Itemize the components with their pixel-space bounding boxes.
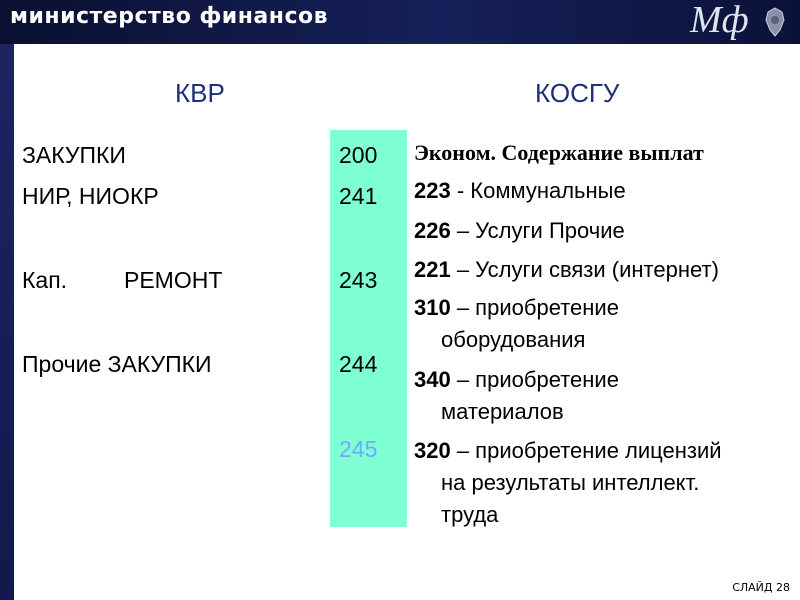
kosgu-code: 310 [414, 295, 451, 320]
slide-number: СЛАЙД 28 [732, 581, 790, 594]
ministry-logo [690, 0, 800, 44]
code-244: 244 [339, 351, 378, 377]
kosgu-item-223 [414, 175, 626, 207]
kosgu-desc-cont: оборудования [441, 327, 586, 352]
kosgu-code: 221 [414, 257, 451, 282]
kosgu-code: 226 [414, 218, 451, 243]
kosgu-desc: – приобретение [450, 295, 619, 320]
left-item-nir: НИР, НИОКР [22, 183, 159, 209]
kosgu-item-320 [414, 435, 722, 531]
logo-text: Мф [690, 0, 749, 41]
kosgu-desc: - Коммунальные [450, 178, 626, 203]
coat-of-arms-icon [762, 6, 788, 38]
code-243: 243 [339, 267, 378, 293]
code-200: 200 [339, 142, 378, 168]
kosgu-item-340 [414, 364, 619, 428]
left-item-zakupki: ЗАКУПКИ [22, 142, 126, 168]
kosgu-item-310 [414, 292, 619, 356]
kosgu-item-226 [414, 215, 625, 247]
kosgu-desc: – Услуги связи (интернет) [450, 257, 719, 282]
code-245: 245 [339, 436, 378, 462]
kosgu-desc: – приобретение лицензий [450, 438, 722, 463]
kosgu-desc: – Услуги Прочие [450, 218, 625, 243]
kosgu-heading: Эконом. Содержание выплат [414, 140, 704, 165]
kvr-column-header: КВР [175, 78, 225, 108]
left-item-kap: Кап. [22, 267, 68, 293]
kosgu-column-header: КОСГУ [535, 78, 620, 108]
left-decorative-strip [0, 44, 14, 600]
kosgu-desc-cont: на результаты интеллект. [441, 470, 700, 495]
left-item-prochie: Прочие ЗАКУПКИ [22, 351, 212, 377]
code-241: 241 [339, 183, 378, 209]
left-item-remont: РЕМОНТ [124, 267, 223, 293]
kosgu-desc: – приобретение [450, 367, 619, 392]
kosgu-desc-cont: материалов [441, 399, 564, 424]
kosgu-code: 320 [414, 438, 451, 463]
kosgu-item-221 [414, 254, 719, 286]
header-bar [0, 0, 800, 44]
kosgu-desc-cont2: труда [441, 502, 499, 527]
header-title: министерство финансов [10, 4, 329, 29]
kosgu-code: 340 [414, 367, 451, 392]
kosgu-code: 223 [414, 178, 451, 203]
